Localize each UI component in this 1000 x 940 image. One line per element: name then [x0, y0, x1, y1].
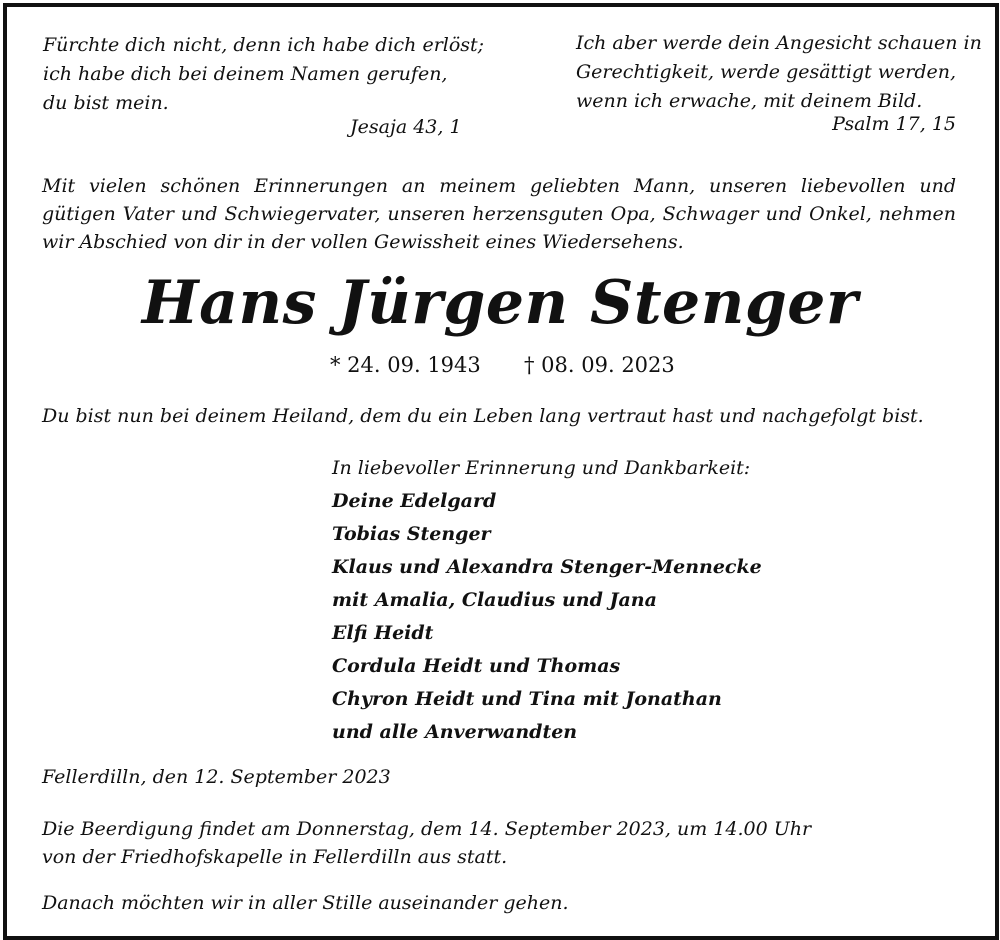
verse-left-line: Fürchte dich nicht, denn ich habe dich erlöst;: [43, 34, 485, 56]
family-member: Deine Edelgard: [332, 490, 497, 512]
family-lead: In liebevoller Erinnerung und Dankbarkeit:: [332, 457, 751, 479]
verse-right-line: Gerechtigkeit, werde gesättigt werden,: [576, 61, 957, 83]
family-list: [332, 452, 762, 749]
place-date: Fellerdilln, den 12. September 2023: [42, 766, 391, 788]
verse-right: [576, 29, 982, 116]
family-member: mit Amalia, Claudius und Jana: [332, 589, 657, 611]
family-member: Klaus und Alexandra Stenger-Mennecke: [332, 556, 762, 578]
verse-left: [43, 31, 484, 118]
verse-left-line: ich habe dich bei deinem Namen gerufen,: [43, 63, 448, 85]
death-date: † 08. 09. 2023: [524, 353, 675, 377]
family-member: Elfi Heidt: [332, 622, 434, 644]
funeral-line: Die Beerdigung findet am Donnerstag, dem 14. September 2023, um 14.00 Uhr: [42, 818, 812, 840]
funeral-line: von der Friedhofskapelle in Fellerdilln aus statt.: [42, 846, 508, 868]
faith-line: Du bist nun bei deinem Heiland, dem du ein Leben lang vertraut hast und nachgefolgt bist.: [42, 405, 924, 427]
verse-left-line: du bist mein.: [43, 92, 169, 114]
family-member: Chyron Heidt und Tina mit Jonathan: [332, 688, 722, 710]
verse-right-line: Ich aber werde dein Angesicht schauen in: [576, 32, 982, 54]
birth-date: * 24. 09. 1943: [330, 353, 481, 377]
verse-right-line: wenn ich erwache, mit deinem Bild.: [576, 90, 923, 112]
verse-right-reference: Psalm 17, 15: [832, 113, 956, 135]
verse-left-reference: Jesaja 43, 1: [350, 116, 462, 138]
family-member: und alle Anverwandten: [332, 721, 578, 743]
closing-line: Danach möchten wir in aller Stille auseinander gehen.: [42, 892, 569, 914]
family-member: Tobias Stenger: [332, 523, 491, 545]
deceased-name: Hans Jürgen Stenger: [141, 268, 859, 338]
intro-paragraph: Mit vielen schönen Erinnerungen an meinem geliebten Mann, unseren liebevollen und gütigen Vater und Schwiegervater, unseren herzensguten Opa, Schwager und Onkel, nehmen wir Abschied von dir in der vollen Gewissheit eines Wiedersehens.: [42, 175, 956, 253]
family-member: Cordula Heidt und Thomas: [332, 655, 621, 677]
funeral-info: [42, 815, 811, 871]
